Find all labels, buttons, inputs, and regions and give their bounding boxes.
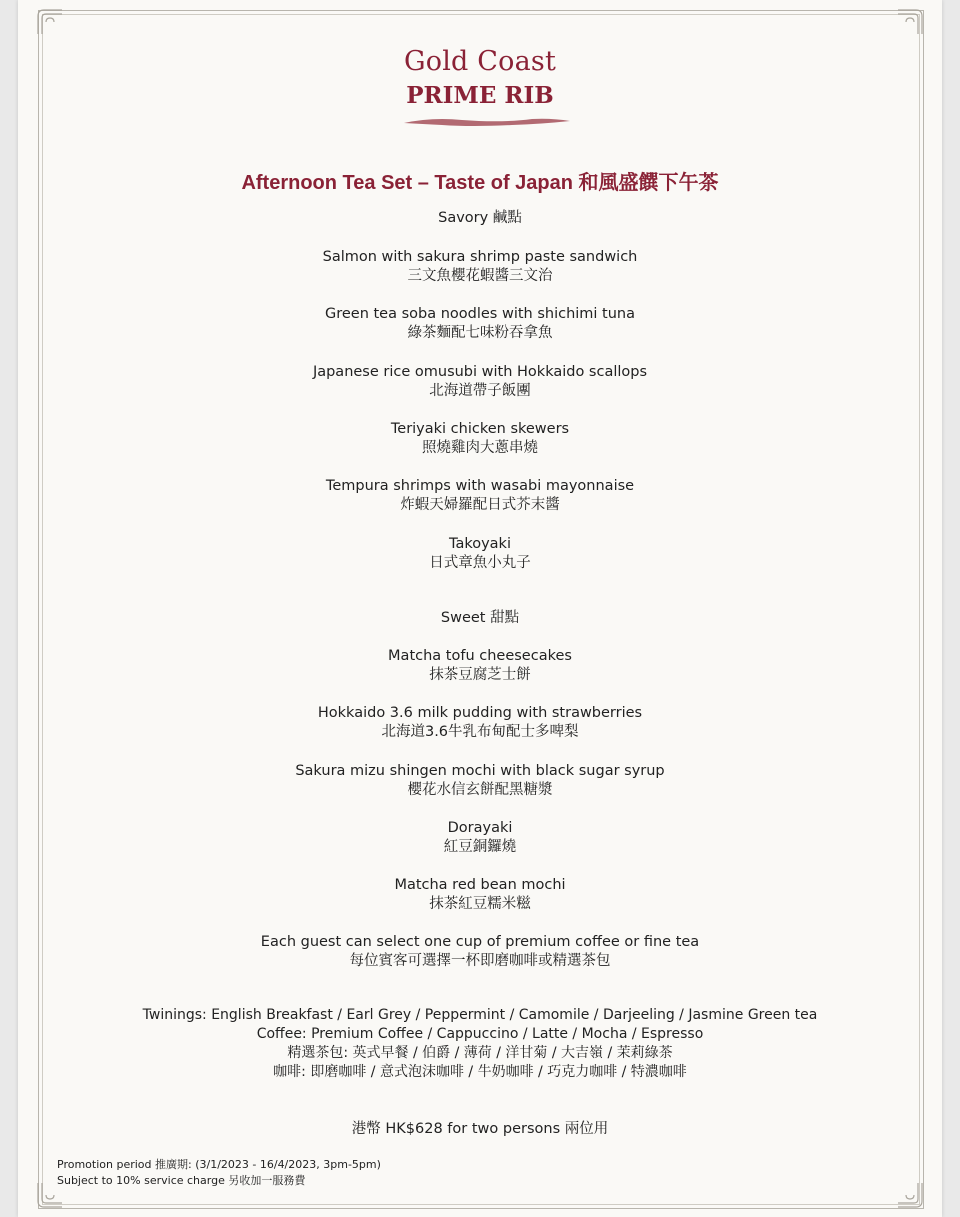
sweet-heading: Sweet 甜點 bbox=[440, 610, 520, 626]
price: 港幣 HK$628 for two persons 兩位用 bbox=[351, 1121, 609, 1137]
item-chinese: 北海道帶子飯團 bbox=[429, 383, 531, 399]
service-charge-note: Subject to 10% service charge 另收加一服務費 bbox=[57, 1174, 306, 1187]
menu-item bbox=[0, 535, 960, 573]
tea-options-chinese: 精選茶包: 英式早餐 / 伯爵 / 薄荷 / 洋甘菊 / 大吉嶺 / 茉莉綠茶 bbox=[287, 1045, 673, 1061]
savory-heading: Savory 鹹點 bbox=[438, 210, 522, 226]
item-english: Tempura shrimps with wasabi mayonnaise bbox=[325, 478, 635, 494]
menu-item bbox=[0, 819, 960, 857]
tea-options-english: Twinings: English Breakfast / Earl Grey / Peppermint / Camomile / Darjeeling / Jasmine Green tea bbox=[142, 1007, 818, 1023]
item-english: Dorayaki bbox=[447, 820, 513, 836]
item-chinese: 炸蝦天婦羅配日式芥末醬 bbox=[400, 497, 560, 513]
menu-item bbox=[0, 420, 960, 458]
item-english: Green tea soba noodles with shichimi tuna bbox=[324, 306, 636, 322]
brand-name: Gold Coast bbox=[403, 46, 557, 77]
coffee-options-chinese: 咖啡: 即磨咖啡 / 意式泡沫咖啡 / 牛奶咖啡 / 巧克力咖啡 / 特濃咖啡 bbox=[273, 1064, 687, 1080]
item-english: Matcha tofu cheesecakes bbox=[388, 648, 572, 664]
menu-item bbox=[0, 305, 960, 343]
menu-title: Afternoon Tea Set – Taste of Japan 和風盛饌下午茶 bbox=[241, 172, 719, 194]
item-chinese: 櫻花水信玄餅配黑糖漿 bbox=[407, 782, 553, 798]
item-english: Matcha red bean mochi bbox=[394, 877, 566, 893]
item-english: Japanese rice omusubi with Hokkaido scallops bbox=[312, 364, 648, 380]
beverage-note-chinese: 每位賓客可選擇一杯即磨咖啡或精選茶包 bbox=[349, 953, 611, 969]
item-chinese: 紅豆銅鑼燒 bbox=[443, 839, 517, 855]
item-chinese: 抹茶豆腐芝士餅 bbox=[429, 667, 531, 683]
promotion-period: Promotion period 推廣期: (3/1/2023 - 16/4/2023, 3pm-5pm) bbox=[57, 1158, 381, 1171]
menu-item bbox=[0, 876, 960, 914]
menu-item bbox=[0, 248, 960, 286]
corner-ornament-icon bbox=[896, 8, 924, 36]
item-chinese: 北海道3.6牛乳布甸配士多啤梨 bbox=[381, 724, 579, 740]
item-english: Salmon with sakura shrimp paste sandwich bbox=[322, 249, 638, 265]
corner-ornament-icon bbox=[36, 8, 64, 36]
menu-item bbox=[0, 704, 960, 742]
item-chinese: 綠茶麵配七味粉吞拿魚 bbox=[407, 325, 553, 341]
item-english: Teriyaki chicken skewers bbox=[390, 421, 570, 437]
menu-item bbox=[0, 477, 960, 515]
beverage-note bbox=[0, 933, 960, 971]
item-english: Takoyaki bbox=[449, 536, 511, 552]
coffee-options-english: Coffee: Premium Coffee / Cappuccino / Latte / Mocha / Espresso bbox=[256, 1026, 704, 1042]
beverage-note-english: Each guest can select one cup of premium coffee or fine tea bbox=[260, 934, 700, 950]
item-chinese: 照燒雞肉大蔥串燒 bbox=[422, 440, 538, 456]
item-chinese: 日式章魚小丸子 bbox=[429, 555, 531, 571]
item-chinese: 三文魚櫻花蝦醬三文治 bbox=[407, 268, 553, 284]
item-chinese: 抹茶紅豆糯米糍 bbox=[429, 896, 531, 912]
beverage-options bbox=[0, 1006, 960, 1082]
brush-stroke-divider bbox=[402, 115, 572, 129]
menu-item bbox=[0, 647, 960, 685]
menu-item bbox=[0, 762, 960, 800]
footer-notes bbox=[57, 1157, 381, 1189]
item-english: Hokkaido 3.6 milk pudding with strawberries bbox=[317, 705, 643, 721]
brand-subname: PRIME RIB bbox=[406, 82, 554, 109]
menu-item bbox=[0, 363, 960, 401]
item-english: Sakura mizu shingen mochi with black sugar syrup bbox=[295, 763, 665, 779]
corner-ornament-icon bbox=[896, 1181, 924, 1209]
